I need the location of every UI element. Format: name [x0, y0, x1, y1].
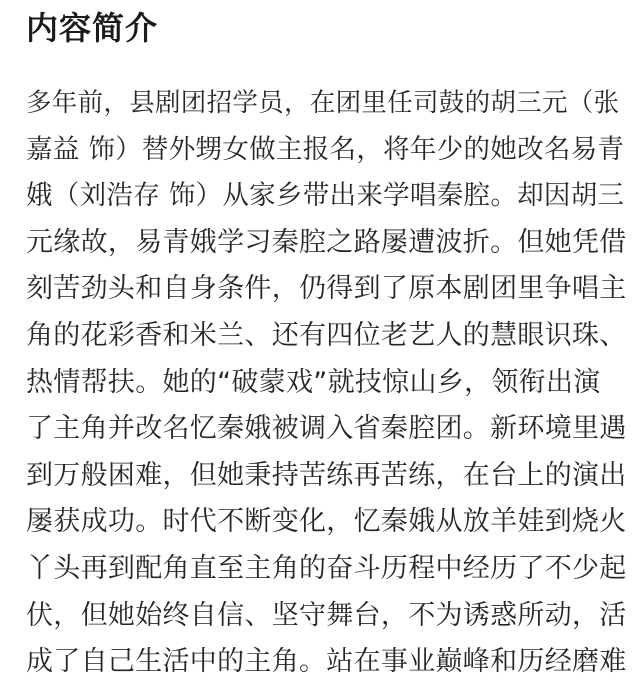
summary-line: 屡获成功。时代不断变化，忆秦娥从放羊娃到烧火 — [26, 506, 627, 538]
summary-line: 刻苦劲头和自身条件，仍得到了原本剧团里争唱主 — [26, 273, 627, 305]
summary-line: 嘉益 饰）替外甥女做主报名，将年少的她改名易青 — [26, 133, 625, 165]
summary-line: 丫头再到配角直至主角的奋斗历程中经历了不少起 — [26, 552, 627, 584]
summary-line: 到万般困难，但她秉持苦练再苦练，在台上的演出 — [26, 459, 627, 491]
summary-line: 热情帮扶。她的“破蒙戏”就技惊山乡，领衔出演 — [26, 366, 601, 398]
summary-line: 元缘故，易青娥学习秦腔之路屡遭波折。但她凭借 — [26, 226, 627, 258]
summary-line: 娥（刘浩存 饰）从家乡带出来学唱秦腔。却因胡三 — [26, 180, 625, 212]
summary-line: 伏，但她始终自信、坚守舞台，不为诱惑所动，活 — [26, 599, 627, 631]
summary-line: 多年前，县剧团招学员，在团里任司鼓的胡三元（张 — [26, 88, 620, 118]
section-title: 内容简介 — [26, 9, 159, 47]
summary-line: 了主角并改名忆秦娥被调入省秦腔团。新环境里遇 — [26, 413, 627, 445]
summary-paragraph — [26, 80, 626, 686]
summary-line: 角的花彩香和米兰、还有四位老艺人的慧眼识珠、 — [26, 319, 627, 351]
summary-line: 成了自己生活中的主角。站在事业巅峰和历经磨难 — [26, 646, 627, 678]
